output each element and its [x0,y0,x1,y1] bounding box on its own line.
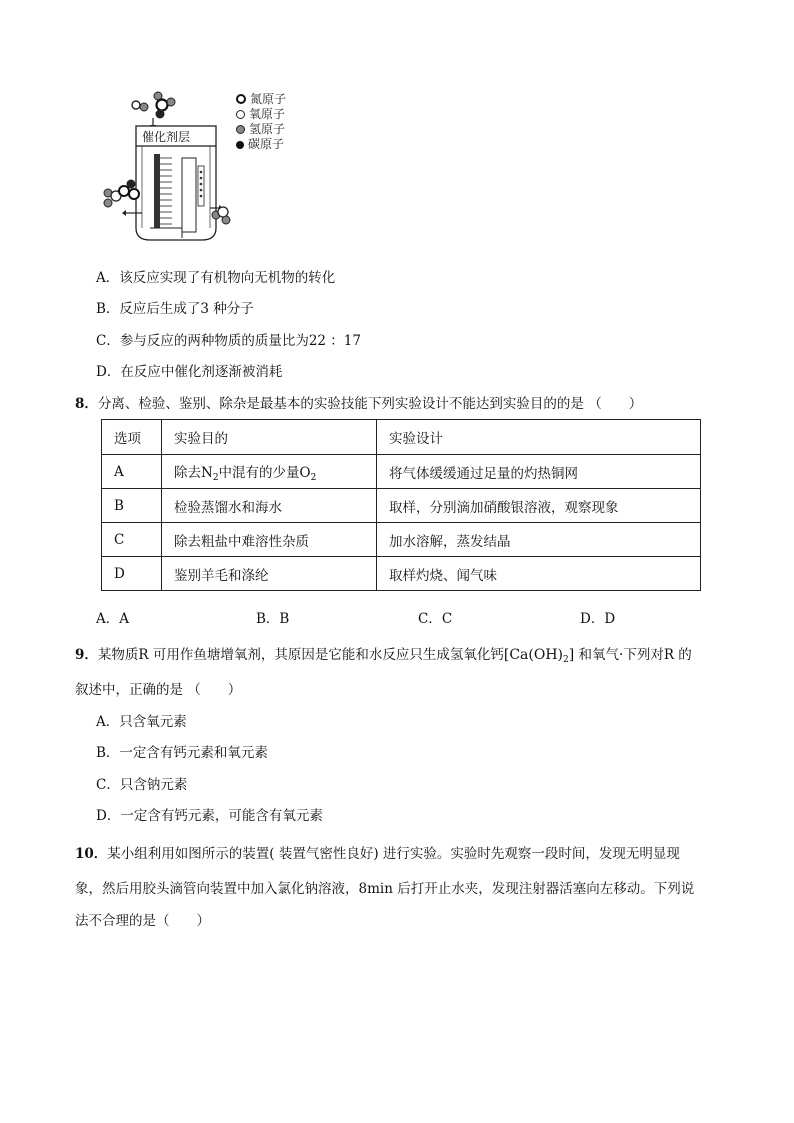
q7-option-d: D．在反应中催化剂逐渐被消耗 [96,364,283,380]
q9-stem-line1: 9．某物质R 可用作鱼塘增氧剂，其原因是它能和水反应只生成氢氧化钙$[Ca(OH)_2]$ 和氧气·下列对R 的 [75,647,692,665]
formula-n2: $N_2$ [201,464,219,483]
q8-table [101,419,701,591]
row-purpose: 鉴别羊毛和涤纶 [162,557,377,591]
table-header-row [102,420,701,455]
row-option: C [102,523,162,557]
q10-line1: 10．某小组利用如图所示的装置( 装置气密性良好) 进行实验。实验时先观察一段时间，发现无明显现 [75,846,680,862]
row-design: 取样灼烧、闻气味 [377,557,701,591]
row-purpose: 除去粗盐中难溶性杂质 [162,523,377,557]
q9-option-d: D．一定含有钙元素，可能含有氧元素 [96,808,323,824]
oxygen-atom-icon [236,110,245,119]
header-design: 实验设计 [377,420,701,455]
q8-text: 分离、检验、鉴别、除杂是最基本的实验技能下列实验设计不能达到实验目的的是 （ ） [97,396,643,412]
q8-answer-a: A．A [96,611,129,627]
hydrogen-atom-icon [236,125,245,134]
outgoing-molecules-left [104,180,139,208]
q7-option-c: C．参与反应的两种物质的质量比为22 ：17 [96,333,361,349]
row-design: 取样，分别滴加硝酸银溶液，观察现象 [377,489,701,523]
q8-answer-d: D．D [580,611,616,627]
q8-number: 8． [75,396,98,412]
row-design: 加水溶解，蒸发结晶 [377,523,701,557]
row-option: A [102,455,162,489]
row-design: 将气体缓缓通过足量的灼热铜网 [377,455,701,489]
legend-oxygen: 氧原子 [236,107,285,121]
nitrogen-atom-icon [236,94,246,104]
legend-nitrogen: 氮原子 [236,92,286,106]
table-row [102,523,701,557]
q10-line2: 象，然后用胶头滴管向装置中加入氯化钠溶液，8min 后打开止水夹，发现注射器活塞向左移动。下列说 [75,881,695,897]
header-option: 选项 [102,420,162,455]
table-row [102,455,701,489]
q9-option-b: B．一定含有钙元素和氧元素 [96,745,268,761]
row-option: D [102,557,162,591]
q9-number: 9． [75,647,98,663]
table-row [102,489,701,523]
row-purpose: 除去$N_2$中混有的少量$O_2$ [162,455,377,489]
table-row [102,557,701,591]
row-purpose: 检验蒸馏水和海水 [162,489,377,523]
q8-answer-b: B．B [256,611,290,627]
legend-carbon: 碳原子 [236,137,284,151]
formula-caoh2: $[Ca(OH)_2]$ [503,647,575,665]
q9-option-c: C．只含钠元素 [96,777,188,793]
q7-option-b: B．反应后生成了3 种分子 [96,301,254,317]
q10-number: 10． [75,846,108,862]
q8-stem [75,395,642,413]
q7-option-a: A．该反应实现了有机物向无机物的转化 [96,270,336,286]
carbon-atom-icon [236,141,244,149]
incoming-molecules [132,92,175,119]
q9-stem-line2: 叙述中，正确的是 （ ） [75,682,242,698]
q8-answer-c: C．C [418,611,453,627]
header-purpose: 实验目的 [162,420,377,455]
formula-o2: $O_2$ [299,464,317,483]
legend-hydrogen: 氢原子 [236,122,285,136]
q10-line3: 法不合理的是（ ） [75,913,210,929]
row-option: B [102,489,162,523]
outgoing-molecules-right [212,207,230,224]
catalyst-label: 催化剂层 [142,130,191,144]
q9-option-a: A．只含氧元素 [96,714,187,730]
